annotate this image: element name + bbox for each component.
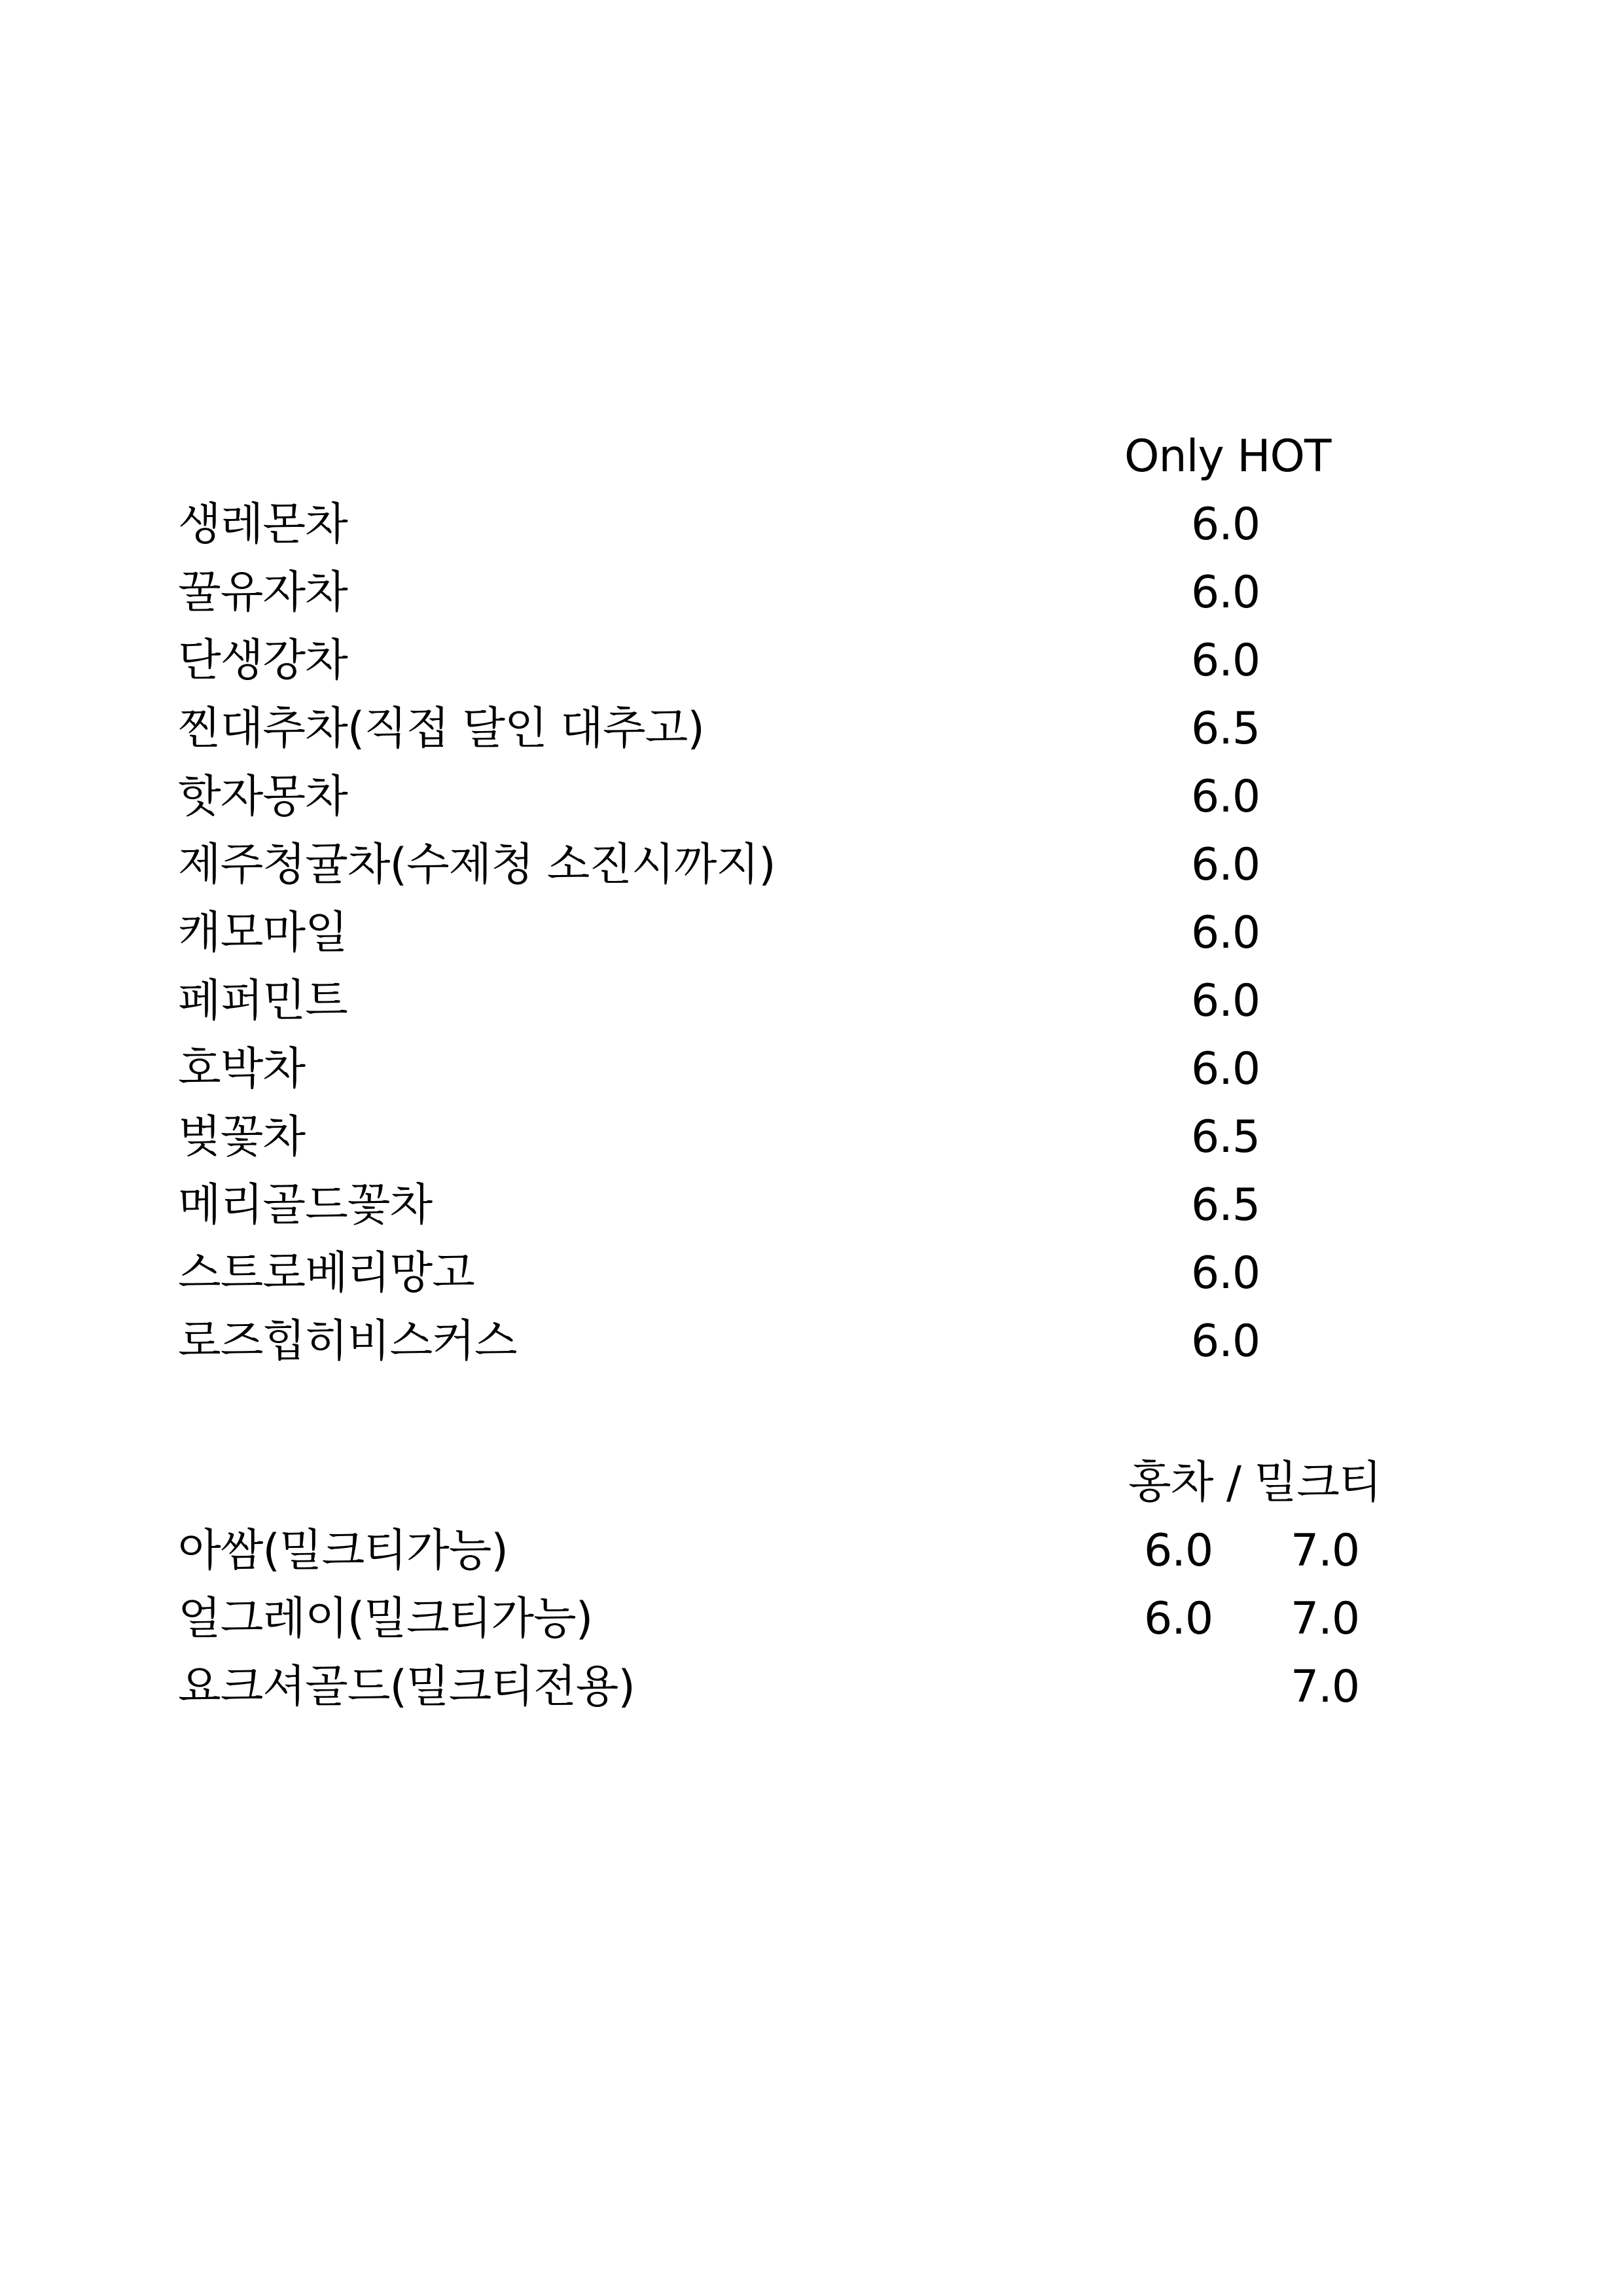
menu-item-name: 호박차 bbox=[178, 1043, 306, 1095]
menu-item-price: 6.0 bbox=[1191, 1316, 1260, 1367]
menu-item-price: 6.0 bbox=[1191, 567, 1260, 619]
milk-tea-price: 7.0 bbox=[1291, 1525, 1360, 1577]
menu-item-name: 찐대추차(직접 달인 대추고) bbox=[178, 703, 704, 755]
menu-item-price: 6.0 bbox=[1191, 771, 1260, 823]
menu-item-price: 6.0 bbox=[1191, 975, 1260, 1027]
menu-item-price: 6.0 bbox=[1191, 1043, 1260, 1095]
menu-item-name: 제주청귤차(수제청 소진시까지) bbox=[178, 839, 776, 891]
menu-item-price: 6.0 bbox=[1191, 907, 1260, 959]
black-tea-price: 6.0 bbox=[1144, 1593, 1213, 1645]
menu-item-name: 벚꽃차 bbox=[178, 1111, 306, 1163]
black-tea-price: 6.0 bbox=[1144, 1525, 1213, 1577]
menu-item-name: 얼그레이(밀크티가능) bbox=[178, 1593, 593, 1645]
milk-tea-price: 7.0 bbox=[1291, 1661, 1360, 1713]
menu-item-name: 꿀유자차 bbox=[178, 567, 348, 619]
menu-item-name: 요크셔골드(밀크티전용) bbox=[178, 1661, 635, 1713]
menu-item-name: 스트로베리망고 bbox=[178, 1247, 474, 1299]
menu-item-price: 6.5 bbox=[1191, 703, 1260, 755]
menu-item-name: 메리골드꽃차 bbox=[178, 1179, 433, 1231]
menu-item-price: 6.0 bbox=[1191, 499, 1260, 550]
menu-item-price: 6.5 bbox=[1191, 1111, 1260, 1163]
only-hot-header: Only HOT bbox=[1124, 431, 1331, 482]
menu-item-name: 단생강차 bbox=[178, 635, 348, 687]
menu-item-price: 6.0 bbox=[1191, 635, 1260, 687]
menu-item-name: 핫자몽차 bbox=[178, 771, 348, 823]
menu-item-price: 6.5 bbox=[1191, 1179, 1260, 1231]
menu-item-name: 아쌈(밀크티가능) bbox=[178, 1525, 508, 1577]
menu-item-name: 페퍼민트 bbox=[178, 975, 348, 1027]
black-tea-milk-tea-header: 홍차 / 밀크티 bbox=[1128, 1457, 1382, 1509]
milk-tea-price: 7.0 bbox=[1291, 1593, 1360, 1645]
menu-item-name: 생레몬차 bbox=[178, 499, 348, 550]
menu-item-name: 캐모마일 bbox=[178, 907, 348, 959]
menu-item-price: 6.0 bbox=[1191, 839, 1260, 891]
menu-item-price: 6.0 bbox=[1191, 1247, 1260, 1299]
menu-item-name: 로즈힙히비스커스 bbox=[178, 1316, 517, 1367]
